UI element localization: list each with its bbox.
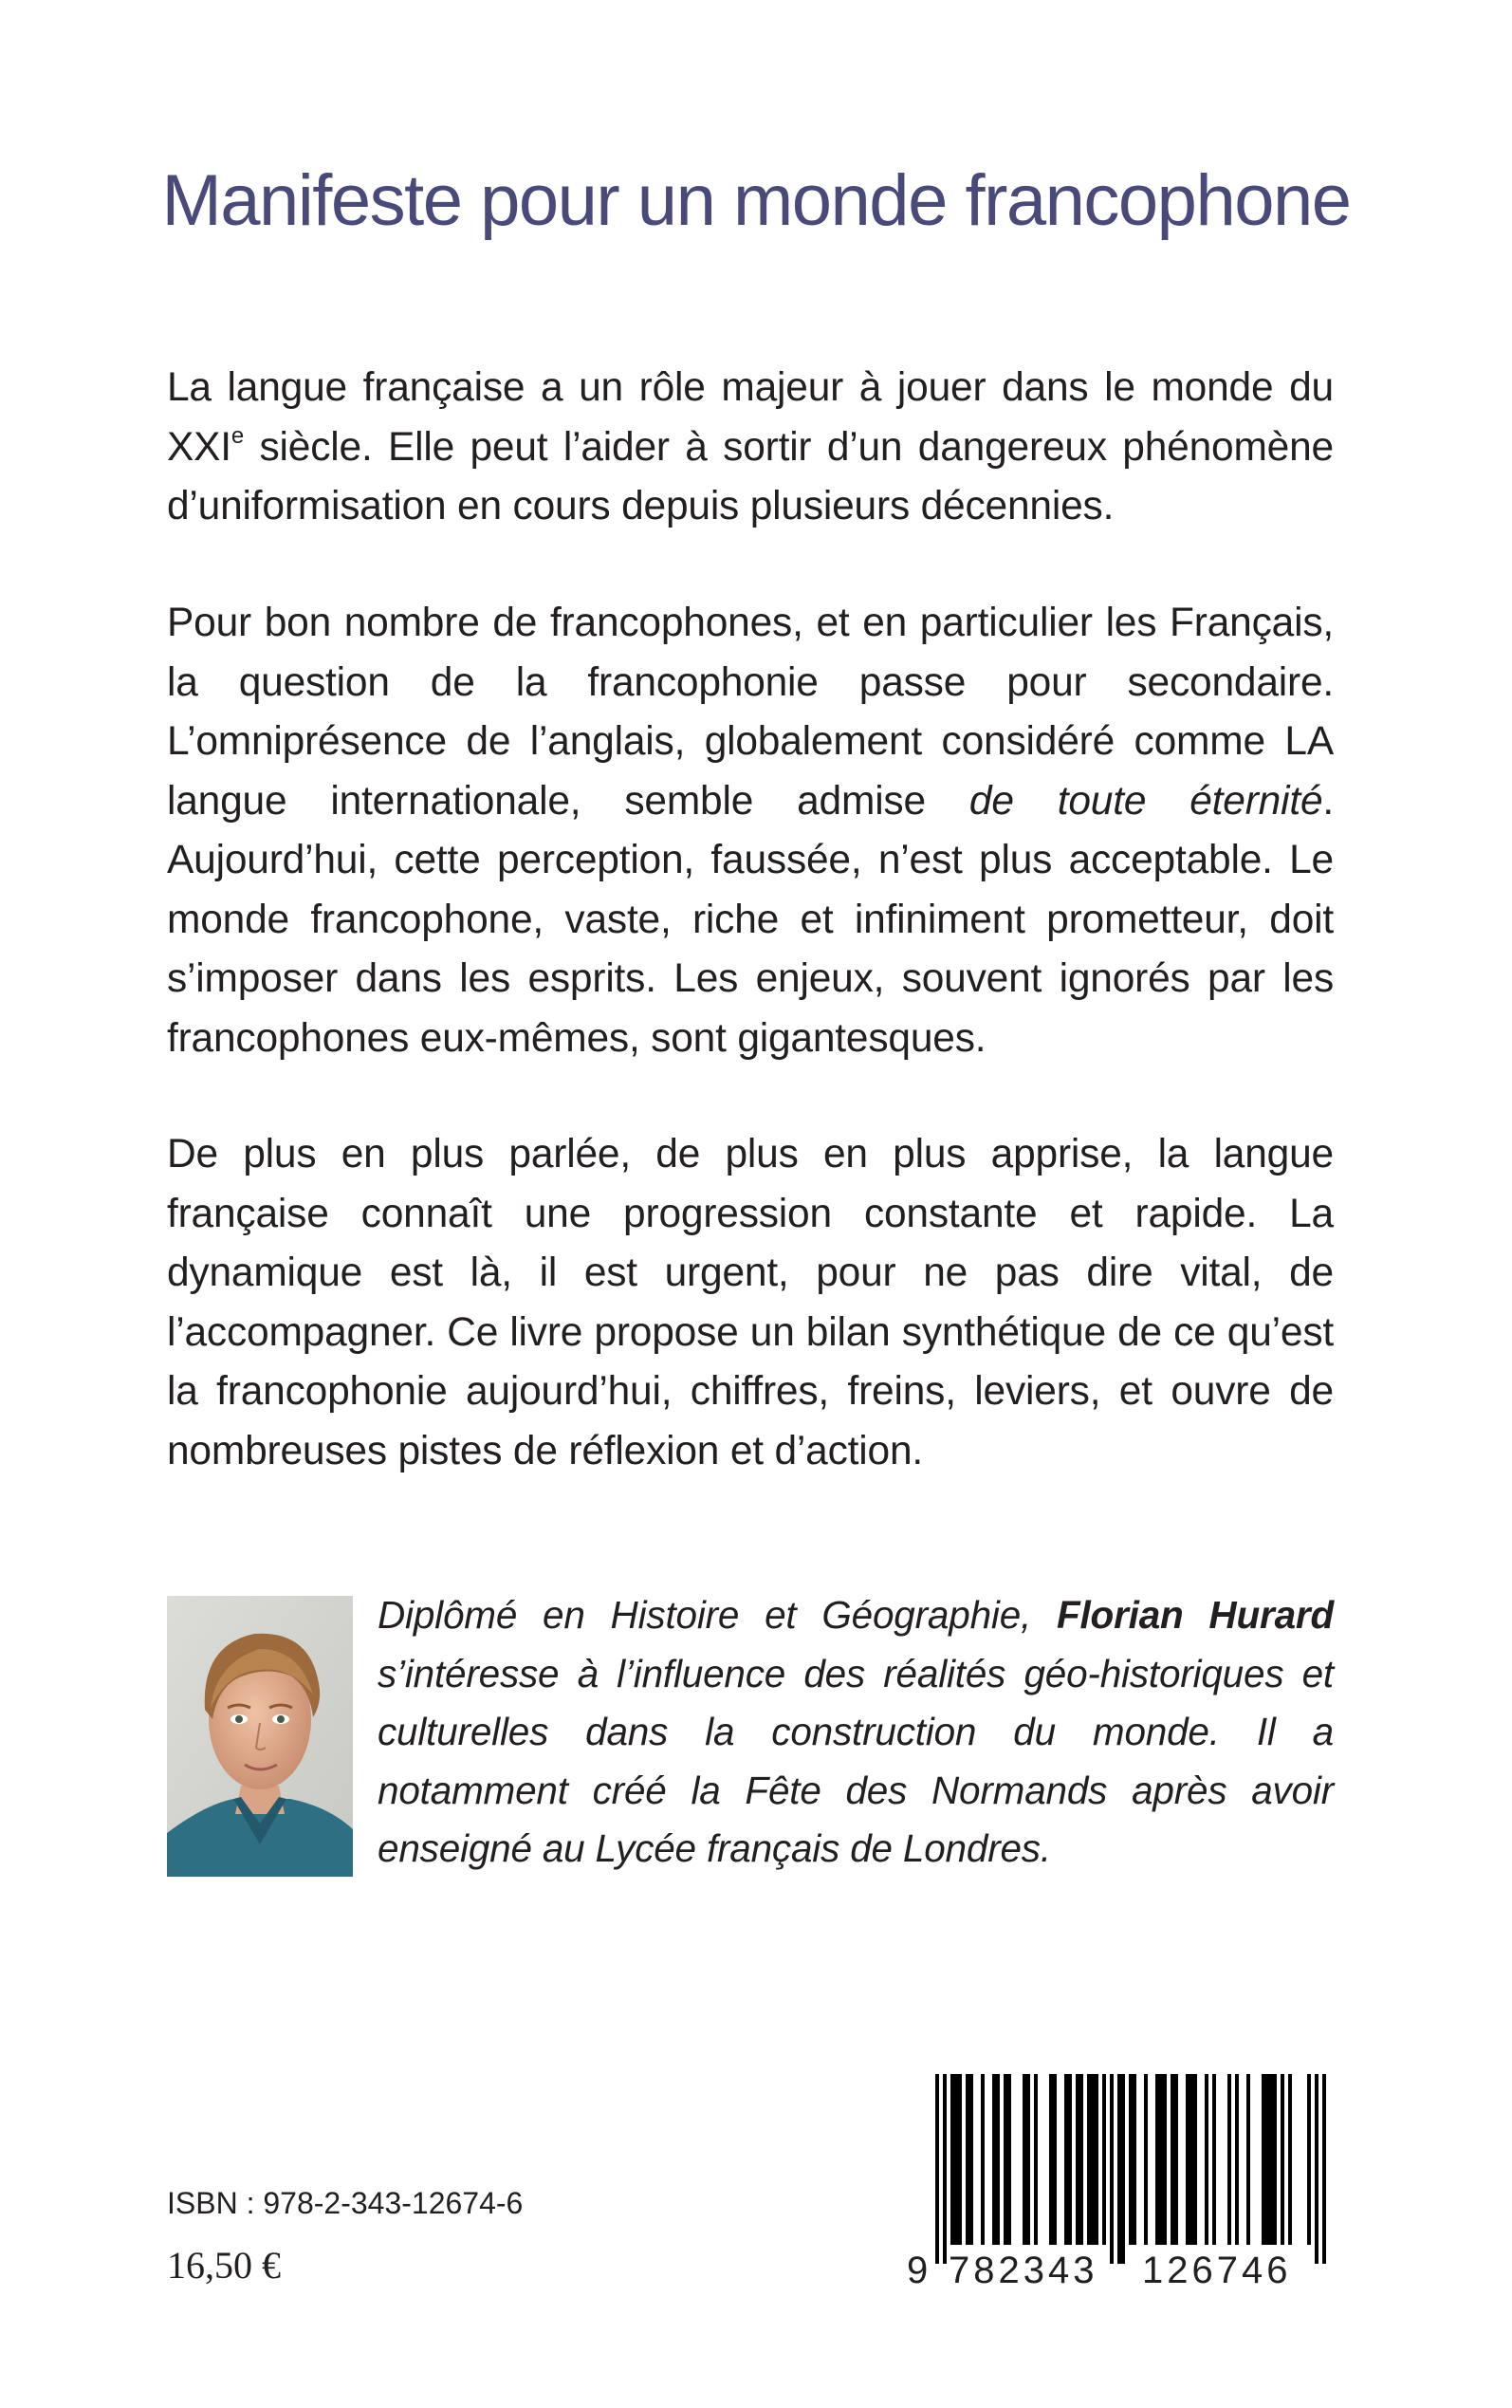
barcode-bar [1110, 2074, 1114, 2264]
barcode-bar [981, 2074, 985, 2245]
barcode-bar [1091, 2074, 1095, 2245]
author-bio [378, 1586, 1334, 1879]
barcode-bar [1064, 2074, 1068, 2245]
barcode-bar [1129, 2074, 1133, 2245]
barcode-bar [1205, 2074, 1208, 2245]
barcode-bar [950, 2074, 954, 2245]
barcode-bar [1186, 2074, 1189, 2245]
barcode-bar [1174, 2074, 1178, 2245]
barcode-bar [954, 2074, 958, 2245]
price-label: 16,50 € [167, 2244, 281, 2287]
barcode [901, 2070, 1337, 2288]
barcode-bar [1171, 2074, 1174, 2245]
author-name: Florian Hurard [1056, 1593, 1335, 1637]
barcode-bar [1288, 2074, 1292, 2245]
barcode-bar [1133, 2074, 1136, 2245]
barcode-bar [1262, 2074, 1265, 2245]
barcode-bar [1026, 2074, 1030, 2245]
barcode-bar [1117, 2074, 1121, 2264]
barcode-bar [1322, 2074, 1326, 2264]
paragraph-2-part-a: Pour bon nombre de francophones, et en particulier les Français, la question de la francophonie passe pour secondaire. L’omniprésence de l’anglais, globalement considéré comme LA langue internationale, semble admise [167, 601, 1334, 824]
barcode-bar [1235, 2074, 1239, 2245]
paragraph-2-italic: de toute éternité [968, 778, 1323, 824]
barcode-bar [1281, 2074, 1284, 2245]
barcode-bar [1193, 2074, 1197, 2245]
author-bio-intro: Diplômé en Histoire et Géographie, [378, 1593, 1057, 1637]
barcode-bar [1007, 2074, 1011, 2245]
author-bio-text: s’intéresse à l’influence des réalités géo-historiques et culturelles dans la construction du monde. Il a notamment créé la Fête des Normands après avoir enseigné au Lycée français de Londres. [378, 1651, 1334, 1870]
barcode-bar [1307, 2074, 1311, 2245]
barcode-bar [1144, 2074, 1148, 2245]
barcode-bar [1121, 2074, 1125, 2264]
century-superscript: e [230, 422, 245, 449]
barcode-bar [1023, 2074, 1026, 2245]
barcode-bar [1034, 2074, 1038, 2245]
barcode-bars [935, 2074, 1326, 2264]
paragraph-2-part-b: . Aujourd’hui, cette perception, faussée, n’est plus acceptable. Le monde francophone, vaste, riche et infiniment prometteur, doit s’imposer dans les esprits. Les enjeux, souvent ignorés par les francophones eux-mêmes, sont gigantesques. [167, 778, 1334, 1061]
barcode-digits-right: 126746 [1142, 2250, 1292, 2288]
paragraph-3: De plus en plus parlée, de plus en plus apprise, la langue française connaît une progression constante et rapide. La dynamique est là, il est urgent, pour ne pas dire vital, de l’accompagner. Ce livre propose un bilan synthétique de ce qu’est la francophonie aujourd’hui, chiffres, freins, leviers, et ouvre de nombreuses pistes de réflexion et d’action. [167, 1132, 1334, 1473]
barcode-bar [1004, 2074, 1007, 2245]
barcode-bar [1227, 2074, 1231, 2245]
barcode-bar [958, 2074, 962, 2245]
barcode-bar [1246, 2074, 1250, 2245]
barcode-bar [1068, 2074, 1072, 2245]
barcode-bar [1159, 2074, 1163, 2245]
barcode-bar [992, 2074, 996, 2245]
barcode-digit-first: 9 [907, 2250, 929, 2288]
barcode-bar [1079, 2074, 1083, 2245]
barcode-bar [1087, 2074, 1091, 2245]
isbn-label: ISBN : 978-2-343-12674-6 [167, 2186, 524, 2220]
barcode-digits-left: 782343 [949, 2250, 1098, 2288]
author-photo [167, 1596, 353, 1877]
barcode-bar [1273, 2074, 1277, 2245]
barcode-bar [966, 2074, 969, 2245]
paragraph-1-part-a: La langue française a un rôle majeur à jouer dans le monde du XXI [167, 365, 1334, 470]
barcode-bar [1076, 2074, 1079, 2245]
paragraph-1 [167, 359, 1334, 537]
barcode-bar [1155, 2074, 1159, 2245]
barcode-bar [1269, 2074, 1273, 2245]
barcode-bar [1212, 2074, 1216, 2245]
paragraph-1-part-b: siècle. Elle peut l’aider à sortir d’un dangereux phénomène d’uniformisation en cours depuis plusieurs décennies. [167, 424, 1334, 528]
barcode-bar [935, 2074, 939, 2264]
book-title: Manifeste pour un monde francophone [161, 160, 1351, 241]
barcode-bar [943, 2074, 947, 2264]
barcode-bar [1163, 2074, 1167, 2245]
barcode-bar [1102, 2074, 1106, 2245]
barcode-bar [1265, 2074, 1269, 2245]
paragraph-2 [167, 594, 1334, 1068]
barcode-bar [1095, 2074, 1098, 2245]
barcode-bar [1189, 2074, 1193, 2245]
barcode-bar [969, 2074, 973, 2245]
barcode-bar [1053, 2074, 1057, 2245]
barcode-bar [1049, 2074, 1053, 2245]
barcode-bar [1315, 2074, 1318, 2264]
barcode-bar [996, 2074, 1000, 2245]
